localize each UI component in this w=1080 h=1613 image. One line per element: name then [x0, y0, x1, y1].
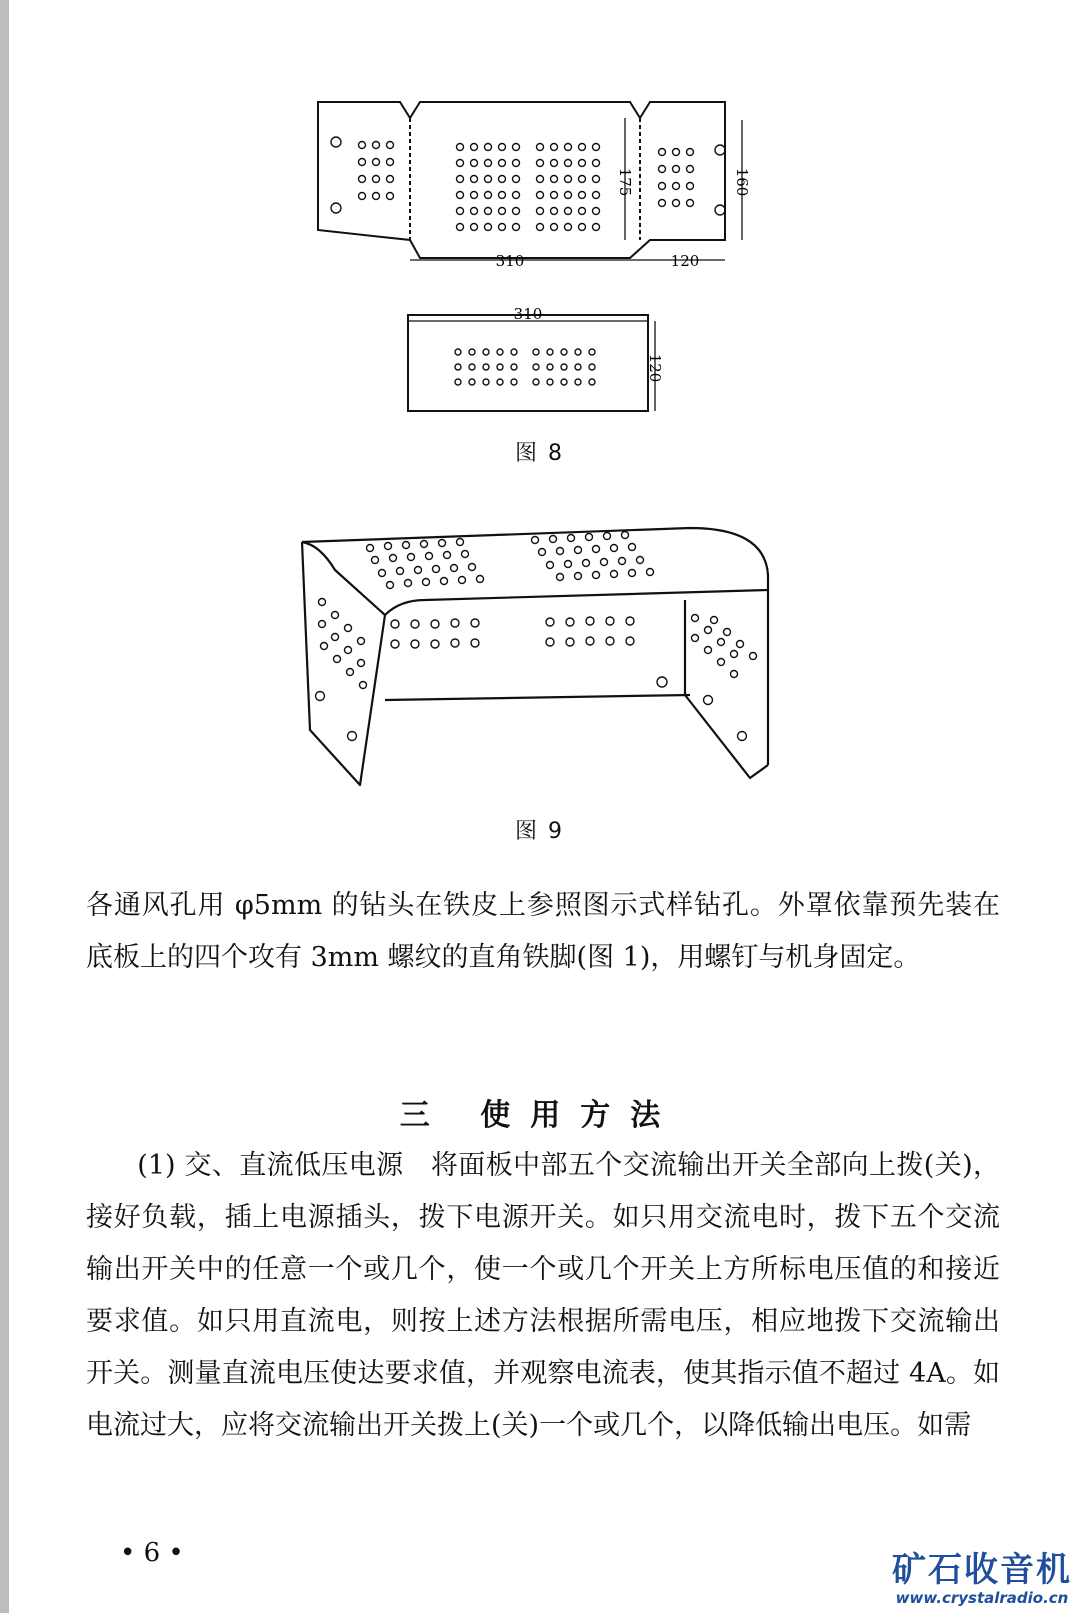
bottom-panel-holes — [455, 349, 595, 385]
scan-edge — [0, 0, 9, 1613]
front-holes — [391, 617, 667, 687]
figure-8-drawing — [300, 90, 780, 430]
section-heading: 三 使用方法 — [399, 1098, 681, 1133]
right-panel-holes — [659, 149, 694, 207]
mount-hole — [715, 205, 725, 215]
left-top-curve — [302, 542, 385, 615]
figure-9-caption: 图 9 — [515, 819, 564, 844]
top-back-edge — [302, 528, 768, 765]
figure-9-drawing — [290, 520, 790, 810]
right-side-holes — [692, 615, 757, 741]
dim-label-120: 120 — [670, 252, 700, 270]
top-holes-left — [367, 539, 484, 589]
right-side-panel — [685, 600, 768, 778]
front-bottom-edge — [385, 695, 690, 700]
mount-hole — [331, 137, 341, 147]
center-panel-holes — [457, 144, 600, 231]
site-watermark — [892, 1551, 1072, 1607]
bottom-panel-outline — [408, 315, 648, 411]
top-holes-right — [532, 532, 654, 581]
watermark-url: www.crystalradio.cn — [895, 1589, 1069, 1607]
front-top-edge — [385, 590, 768, 615]
figure-8-caption: 图 8 — [515, 441, 564, 466]
dim-label-310-b: 310 — [513, 305, 543, 323]
dim-label-120-b: 120 — [646, 353, 664, 383]
dim-label-160: 160 — [733, 167, 751, 197]
watermark-title: 矿石收音机 — [892, 1550, 1072, 1590]
paragraph-usage: (1) 交、直流低压电源 将面板中部五个交流输出开关全部向上拨(关)，接好负载，插上电源插头，拨下电源开关。如只用交流电时，拨下五个交流输出开关中的任意一个或几个，使一个或几个开关上方所标电压值的和接近要求值。如只用直流电，则按上述方法根据所需电压，相应地拨下交流输出开关。测量直流电压使达要求值，并观察电流表，使其指示值不超过 4A。如电流过大，应将交流输出开关拨上(关)一个或几个，以降低输出电压。如需 — [86, 1150, 1000, 1441]
left-panel-holes — [359, 142, 394, 200]
left-side-holes — [316, 599, 367, 741]
page-number: • 6 • — [120, 1538, 184, 1568]
mount-hole — [715, 145, 725, 155]
paragraph-ventilation: 各通风孔用 φ5mm 的钻头在铁皮上参照图示式样钻孔。外罩依靠预先装在底板上的四个攻有 3mm 螺纹的直角铁脚(图 1)，用螺钉与机身固定。 — [86, 890, 1000, 973]
dim-label-310: 310 — [495, 252, 525, 270]
dim-label-175: 175 — [616, 167, 634, 197]
mount-hole — [331, 203, 341, 213]
